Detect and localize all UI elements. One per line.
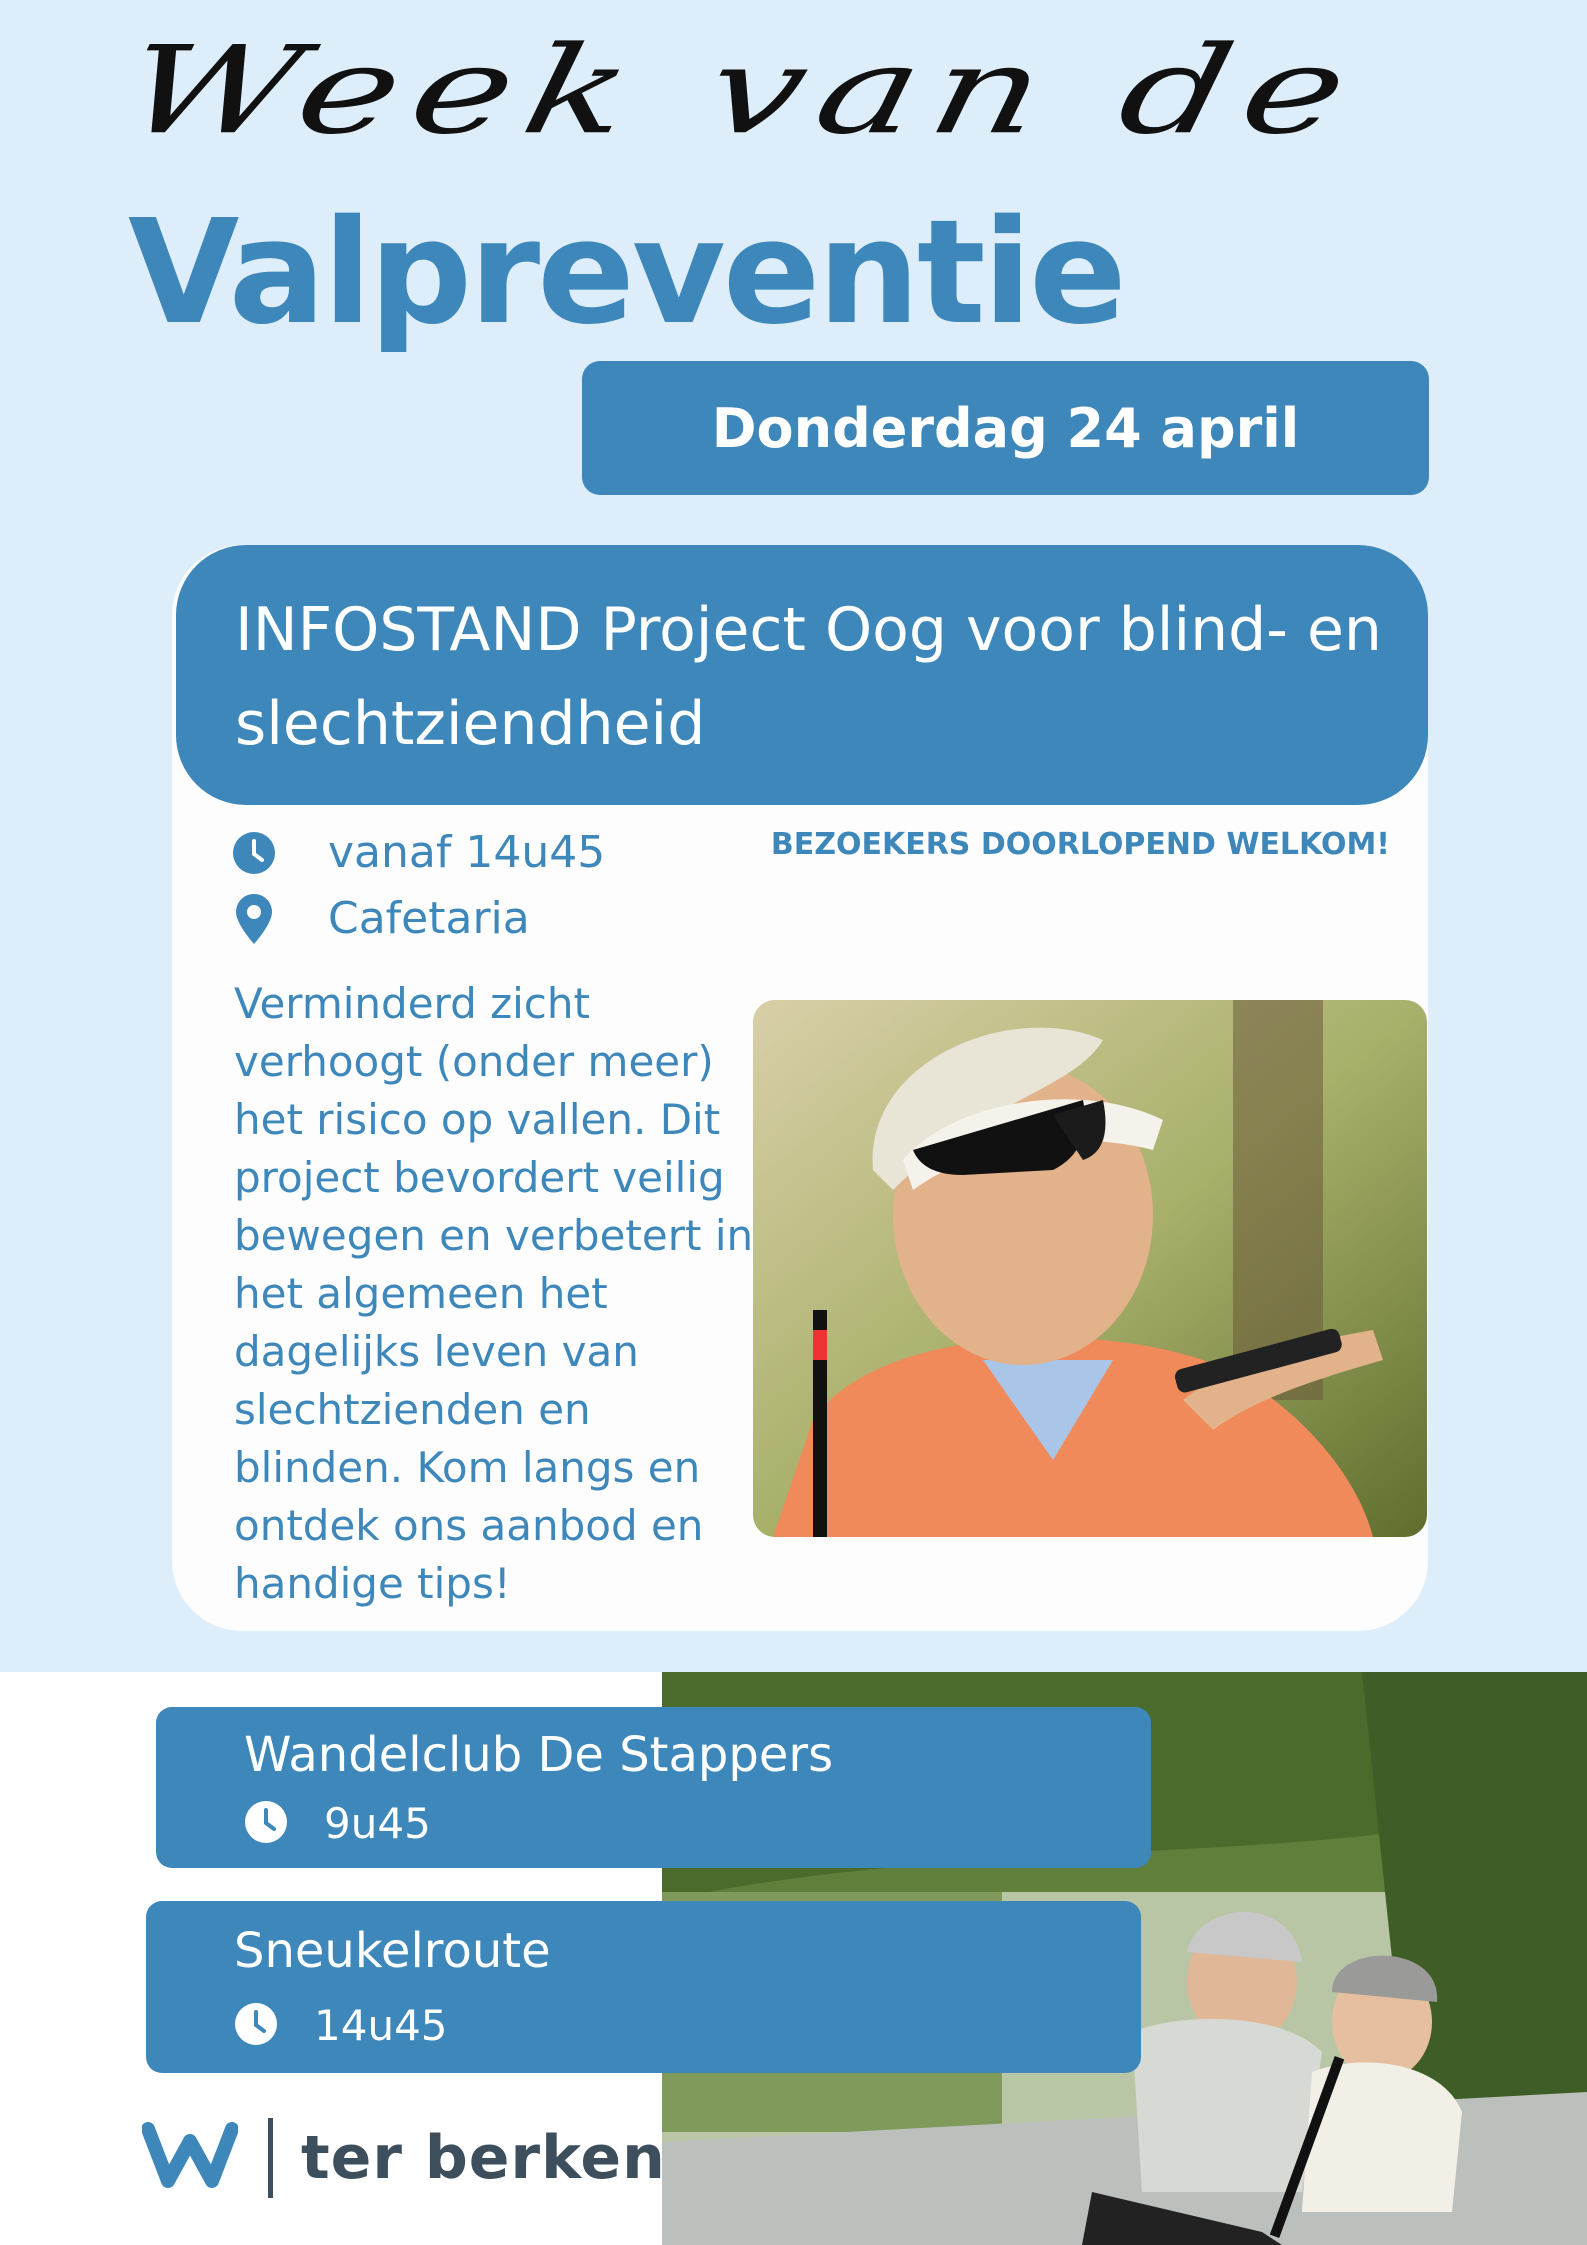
photo-man-with-phone	[753, 1000, 1427, 1537]
clock-icon	[234, 2002, 278, 2050]
infostand-time-row	[232, 827, 605, 878]
w-logo-icon	[142, 2121, 238, 2195]
infostand-heading: INFOSTAND Project Oog voor blind- en slechtziendheid	[235, 595, 1382, 759]
event-time: 9u45	[324, 1799, 431, 1848]
event-title: Wandelclub De Stappers	[244, 1727, 834, 1783]
event-time-row	[244, 1799, 431, 1848]
script-title: Week van de	[112, 19, 1373, 162]
logo	[142, 2118, 666, 2198]
infostand-body: Verminderd zicht verhoogt (onder meer) het risico op vallen. Dit project bevordert veilig bewegen en verbetert in het algemeen het dagelijks leven van slechtzienden en blinden. Kom langs en ontdek ons aanbod en handige tips!	[234, 979, 754, 1608]
logo-text: ter berken	[301, 2123, 666, 2193]
clock-icon	[244, 1800, 288, 1848]
page-title: Valpreventie	[128, 188, 1124, 356]
welcome-text: BEZOEKERS DOORLOPEND WELKOM!	[770, 827, 1390, 862]
date-badge: Donderdag 24 april	[582, 361, 1429, 495]
infostand-location-row	[232, 893, 530, 944]
event-wandelclub	[156, 1707, 1151, 1868]
event-title: Sneukelroute	[234, 1923, 551, 1979]
infostand-location: Cafetaria	[328, 893, 530, 944]
event-time-row	[234, 2001, 448, 2050]
event-time: 14u45	[314, 2001, 448, 2050]
logo-divider	[268, 2118, 273, 2198]
event-sneukelroute	[146, 1901, 1141, 2073]
infostand-time: vanaf 14u45	[328, 827, 606, 878]
clock-icon	[232, 829, 276, 877]
location-pin-icon	[232, 895, 276, 943]
